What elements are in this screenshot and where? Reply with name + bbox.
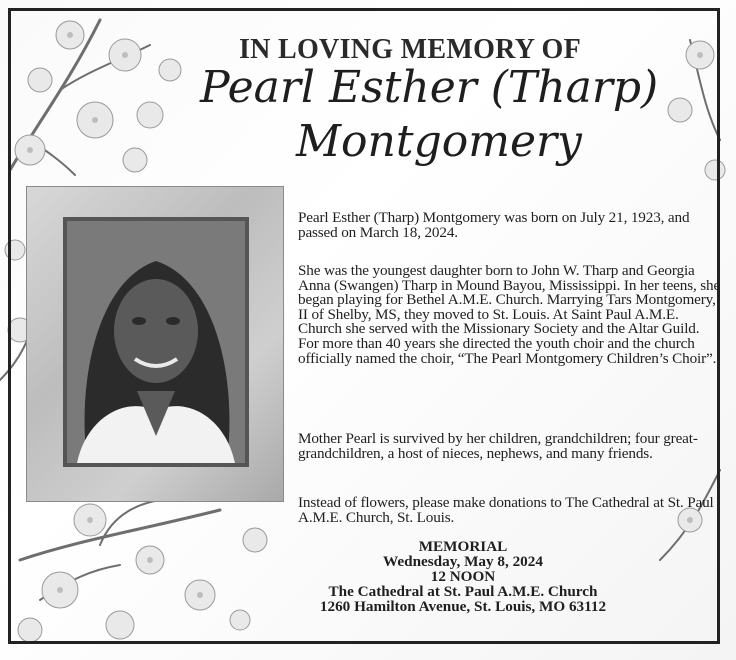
obituary-paragraph-survivors: Mother Pearl is survived by her children, grandchildren; four great-grandchildren, a host of nieces, nephews, and many friends. — [298, 430, 698, 462]
memorial-time: 12 NOON — [430, 568, 496, 585]
page-heading: IN LOVING MEMORY OF — [238, 34, 581, 65]
obituary-paragraph-life: She was the youngest daughter born to John W. Tharp and Georgia Anna (Swangen) Tharp in Mound Bayou, Mississippi. In her teens, she began playing for Bethel A.M.E. Church. Marrying Tars Montgomery, II of Shelby, MS, they moved to St. Louis. At Saint Paul A.M.E. Church she served with the Missionary Society and the Altar Guild. For more than 40 years she directed the youth choir and the church officially named the choir, “The Pearl Montgomery Children’s Choir”. — [298, 262, 721, 367]
photo-frame — [26, 186, 284, 502]
memorial-venue: The Cathedral at St. Paul A.M.E. Church — [328, 583, 598, 600]
memorial-details — [290, 539, 636, 614]
memorial-label: MEMORIAL — [418, 538, 508, 555]
obituary-paragraph-donations: Instead of flowers, please make donations to The Cathedral at St. Paul A.M.E. Church, St. Louis. — [298, 494, 714, 526]
deceased-name-line2: Montgomery — [296, 116, 582, 167]
deceased-name-line1: Pearl Esther (Tharp) — [200, 62, 659, 113]
obituary-paragraph-birth: Pearl Esther (Tharp) Montgomery was born on July 21, 1923, and passed on March 18, 2024. — [298, 209, 690, 241]
memorial-date: Wednesday, May 8, 2024 — [383, 553, 543, 570]
memorial-address: 1260 Hamilton Avenue, St. Louis, MO 63112 — [319, 598, 607, 615]
portrait-photo-icon — [63, 217, 249, 467]
portrait-illustration — [67, 221, 245, 463]
